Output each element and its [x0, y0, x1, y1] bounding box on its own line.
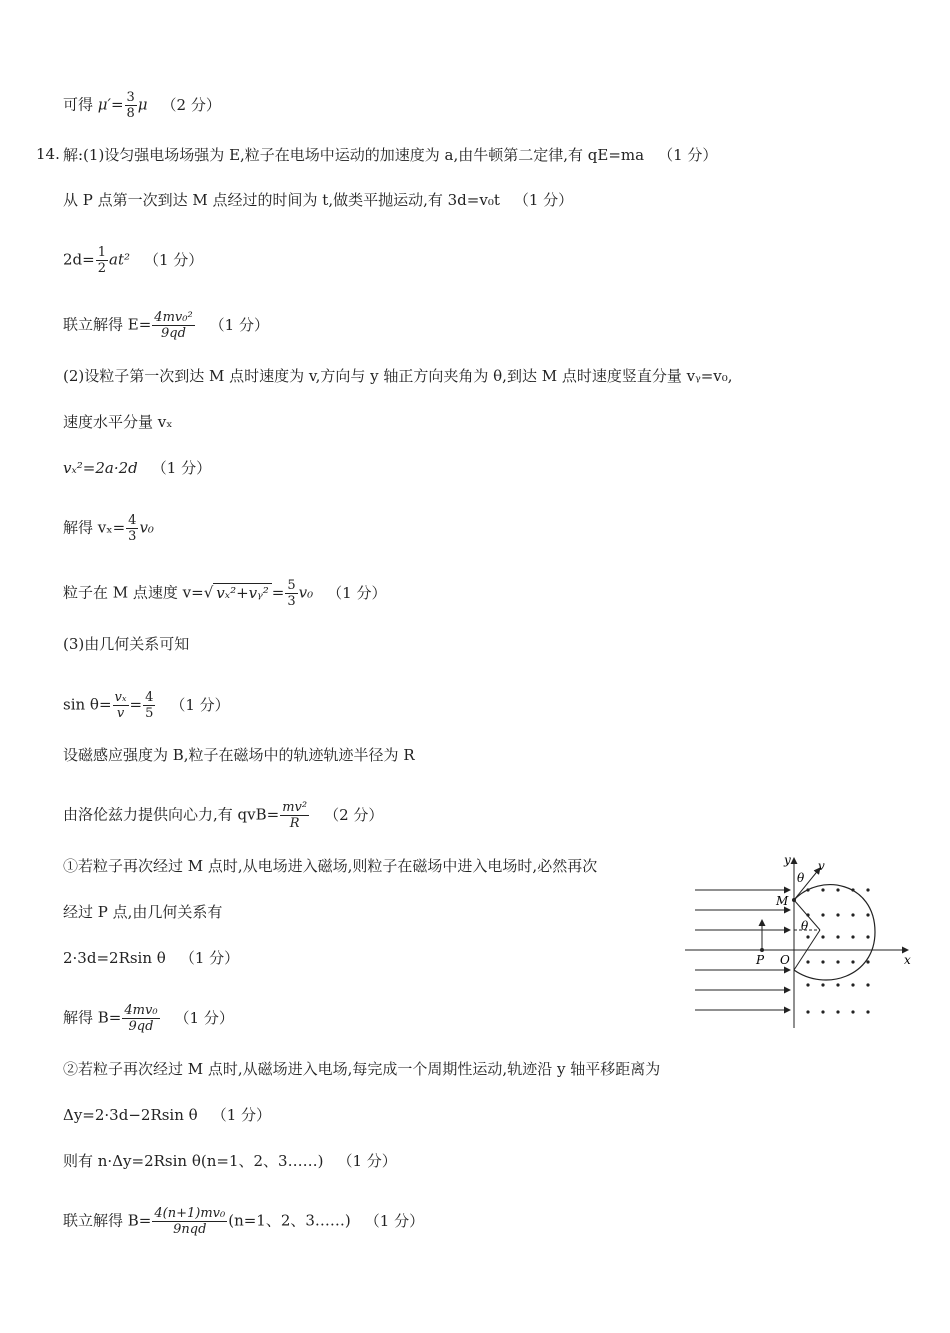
- score-mark: （1 分）: [179, 949, 240, 967]
- denominator: 3: [128, 529, 137, 544]
- denominator: 9nqd: [173, 1222, 207, 1237]
- point-m-label: M: [776, 894, 789, 908]
- score-mark: （2 分）: [324, 805, 384, 824]
- text: 设磁感应强度为 B,粒子在磁场中的轨迹轨迹半径为 R: [63, 746, 415, 764]
- math-symbol: μ: [137, 95, 148, 114]
- fraction: [96, 245, 108, 276]
- point-p: [760, 948, 764, 952]
- field-diagram: [680, 852, 915, 1032]
- fraction: [152, 310, 194, 341]
- fraction: [125, 90, 137, 121]
- fraction: [285, 578, 297, 609]
- score-mark: （1 分）: [170, 695, 230, 714]
- numerator: mv²: [282, 800, 308, 815]
- sqrt-content: vₓ²+vᵧ²: [213, 583, 272, 602]
- text: 速度水平分量 vₓ: [63, 413, 173, 431]
- denominator: 2: [97, 261, 106, 276]
- score-mark: （1 分）: [364, 1211, 425, 1230]
- text: 从 P 点第一次到达 M 点经过的时间为 t,做类平抛运动,有 3d=v₀t: [63, 191, 500, 209]
- text: 解:(1)设匀强电场场强为 E,粒子在电场中运动的加速度为 a,由牛顿第二定律,有 qE=ma: [63, 146, 645, 164]
- text: 2·3d=2Rsin θ: [63, 949, 166, 967]
- text: 可得: [63, 95, 98, 114]
- denominator: 9qd: [161, 326, 186, 341]
- question-number: 14.: [36, 145, 60, 163]
- denominator: 8: [126, 106, 135, 121]
- fraction: [126, 513, 138, 544]
- point-m: [792, 898, 796, 902]
- text: vₓ²=2a·2d: [63, 459, 138, 477]
- text: v₀: [298, 583, 314, 602]
- text: 联立解得 E=: [63, 315, 152, 334]
- numerator: 4: [145, 690, 154, 705]
- velocity-label: v: [818, 859, 825, 873]
- fraction: [122, 1003, 159, 1034]
- line-5: [63, 366, 733, 386]
- text: ②若粒子再次经过 M 点时,从磁场进入电场,每完成一个周期性运动,轨迹沿 y 轴平移距离为: [63, 1060, 661, 1078]
- line-11: [63, 690, 230, 721]
- text: at²: [109, 250, 130, 269]
- line-18: [63, 1059, 660, 1079]
- fraction: [280, 800, 309, 831]
- score-mark: （1 分）: [658, 146, 718, 164]
- text: sin θ=: [63, 695, 112, 714]
- denominator: R: [289, 816, 300, 831]
- line-6: [63, 412, 173, 432]
- line-7: [63, 458, 211, 478]
- fraction: [152, 1206, 227, 1237]
- numerator: vₓ: [114, 690, 127, 705]
- score-mark: （1 分）: [337, 1152, 397, 1170]
- text: v₀: [139, 518, 154, 537]
- line-10: [63, 634, 189, 654]
- line-15: [63, 902, 222, 922]
- score-mark: （1 分）: [209, 315, 269, 334]
- math-symbol: μ′: [97, 95, 111, 114]
- score-mark: （1 分）: [327, 583, 387, 602]
- fraction: [143, 690, 155, 721]
- line-19: [63, 1105, 271, 1125]
- text: 则有 n·Δy=2Rsin θ(n=1、2、3……): [63, 1152, 324, 1170]
- line-0: [63, 90, 221, 121]
- text: (2)设粒子第一次到达 M 点时速度为 v,方向与 y 轴正方向夹角为 θ,到达 M 点时速度竖直分量 vᵧ=v₀,: [63, 367, 733, 385]
- text: (3)由几何关系可知: [63, 635, 190, 653]
- denominator: v: [116, 706, 125, 721]
- angle-label: θ: [797, 871, 805, 885]
- text: 联立解得 B=: [63, 1211, 152, 1230]
- numerator: 4mv₀²: [154, 310, 193, 325]
- text: Δy=2·3d−2Rsin θ: [63, 1106, 198, 1124]
- denominator: 9qd: [128, 1019, 154, 1034]
- line-4: [63, 310, 269, 341]
- text: =: [271, 583, 285, 602]
- line-8: [63, 513, 154, 544]
- score-mark: （1 分）: [151, 459, 212, 477]
- text: =: [110, 95, 124, 114]
- line-14: [63, 856, 597, 876]
- angle-label: θ: [801, 919, 809, 933]
- line-1: [63, 145, 717, 165]
- text: =: [129, 695, 143, 714]
- line-21: [63, 1206, 424, 1237]
- score-mark: （1 分）: [174, 1008, 234, 1027]
- text: 2d=: [63, 250, 95, 269]
- line-12: [63, 745, 415, 765]
- line-16: [63, 948, 239, 968]
- text: 解得 B=: [63, 1008, 122, 1027]
- text: ①若粒子再次经过 M 点时,从电场进入磁场,则粒子在磁场中进入电场时,必然再次: [63, 857, 598, 875]
- score-mark: （2 分）: [161, 95, 221, 114]
- text: 由洛伦兹力提供向心力,有 qvB=: [63, 805, 280, 824]
- numerator: 5: [287, 578, 296, 593]
- numerator: 1: [97, 245, 106, 260]
- text: (n=1、2、3……): [228, 1211, 351, 1230]
- point-p-label: P: [756, 953, 765, 967]
- score-mark: （1 分）: [211, 1106, 272, 1124]
- denominator: 5: [145, 706, 154, 721]
- y-axis-label: y: [784, 853, 791, 867]
- numerator: 4mv₀: [124, 1003, 158, 1018]
- line-17: [63, 1003, 234, 1034]
- numerator: 4: [128, 513, 137, 528]
- origin-label: O: [780, 953, 790, 967]
- denominator: 3: [287, 594, 296, 609]
- score-mark: （1 分）: [143, 250, 204, 269]
- line-2: [63, 190, 573, 210]
- line-3: [63, 245, 203, 276]
- numerator: 3: [126, 90, 135, 105]
- line-9: 粒子在 M 点速度 v=√ vₓ²+vᵧ² = $\frac{5}{3}$ v₀ （1 分）: [63, 578, 387, 609]
- fraction: [113, 690, 129, 721]
- text: 经过 P 点,由几何关系有: [63, 903, 223, 921]
- line-13: [63, 800, 383, 831]
- x-axis-label: x: [904, 953, 911, 967]
- magnetic-field-dots: [806, 888, 869, 1013]
- numerator: 4(n+1)mv₀: [154, 1206, 226, 1221]
- text: 解得 vₓ=: [63, 518, 126, 537]
- line-20: [63, 1151, 397, 1171]
- score-mark: （1 分）: [513, 191, 574, 209]
- text: 粒子在 M 点速度 v=: [63, 583, 204, 602]
